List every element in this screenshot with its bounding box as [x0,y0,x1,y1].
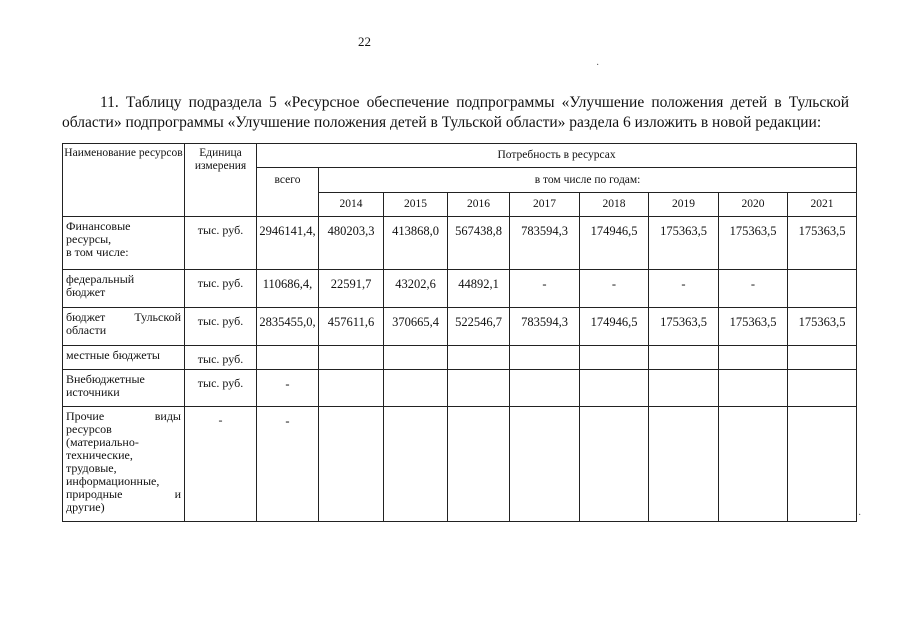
year-value-cell: 783594,3 [510,217,580,270]
year-value-cell: 480203,3 [319,217,384,270]
year-value-cell [510,407,580,522]
year-value-cell: 175363,5 [788,217,857,270]
header-year: 2014 [319,193,384,217]
year-value-cell [448,407,510,522]
year-value-cell [788,346,857,370]
resource-name-line: области [66,323,107,337]
total-cell: 2835455,0, [257,308,319,346]
header-need: Потребность в ресурсах [257,144,857,168]
year-value-cell [788,370,857,407]
resource-name-line: Внебюджетные [66,372,145,386]
year-value-cell: - [649,270,719,308]
year-value-cell: - [719,270,788,308]
resource-name-line: источники [66,385,120,399]
resource-name-line: бюджет [66,285,106,299]
resource-name-line: местные бюджеты [66,348,160,362]
year-value-cell [719,346,788,370]
scan-speck: · [596,60,600,71]
year-value-cell [510,346,580,370]
year-value-cell [384,346,448,370]
year-value-cell [319,346,384,370]
table-row [63,370,857,407]
year-value-cell [719,370,788,407]
table-row [63,270,857,308]
resource-name-line: Прочие виды [66,409,181,423]
table-row [63,217,857,270]
header-by-years: в том числе по годам: [319,168,857,193]
resource-name-line: в том числе: [66,245,129,259]
header-total: всего [257,168,319,217]
resource-name-line: трудовые, [66,461,117,475]
total-cell [257,346,319,370]
unit-cell: тыс. руб. [185,308,257,346]
year-value-cell: 370665,4 [384,308,448,346]
resource-name-line: ресурсы, [66,232,112,246]
total-cell: 110686,4, [257,270,319,308]
total-cell: - [257,370,319,407]
resource-name-line: информационные, [66,474,160,488]
year-value-cell: 22591,7 [319,270,384,308]
total-cell: - [257,407,319,522]
year-value-cell: 175363,5 [719,308,788,346]
year-value-cell [319,407,384,522]
resource-name-cell [63,407,185,522]
resource-name-line: (материально- [66,435,139,449]
header-unit: Единица измерения [185,144,257,217]
year-value-cell [319,370,384,407]
unit-cell: - [185,407,257,522]
year-value-cell: 783594,3 [510,308,580,346]
header-year: 2020 [719,193,788,217]
year-value-cell: 567438,8 [448,217,510,270]
year-value-cell [580,370,649,407]
resource-name-line: Финансовые [66,219,131,233]
resource-name-line: технические, [66,448,133,462]
year-value-cell: 174946,5 [580,308,649,346]
year-value-cell: 174946,5 [580,217,649,270]
table-row [63,346,857,370]
table-row [63,308,857,346]
resource-table [62,143,857,522]
year-value-cell [448,370,510,407]
year-value-cell [719,407,788,522]
year-value-cell [448,346,510,370]
header-year: 2017 [510,193,580,217]
resource-name-cell [63,308,185,346]
resource-name-cell [63,346,185,370]
year-value-cell [580,346,649,370]
year-value-cell: 43202,6 [384,270,448,308]
year-value-cell [649,370,719,407]
year-value-cell: 522546,7 [448,308,510,346]
unit-cell: тыс. руб. [185,217,257,270]
header-resource-name: Наименование ресурсов [63,144,185,217]
resource-name-line: бюджет Тульской [66,310,181,324]
year-value-cell [580,407,649,522]
resource-name-line: другие) [66,500,105,514]
year-value-cell [510,370,580,407]
header-year: 2019 [649,193,719,217]
year-value-cell: - [510,270,580,308]
year-value-cell: 44892,1 [448,270,510,308]
resource-name-cell [63,370,185,407]
year-value-cell: 175363,5 [649,308,719,346]
table-row [63,407,857,522]
instruction-paragraph: 11. Таблицу подраздела 5 «Ресурсное обеспечение подпрограммы «Улучшение положения детей в Тульской области» подпрограммы «Улучшение положения детей в Тульской области» раздела 6 изложить в новой редакции: [62,94,849,131]
resource-name-line: федеральный [66,272,135,286]
year-value-cell: 457611,6 [319,308,384,346]
year-value-cell [788,270,857,308]
header-year: 2015 [384,193,448,217]
scan-speck: · [858,510,862,521]
unit-cell: тыс. руб. [185,270,257,308]
year-value-cell: - [580,270,649,308]
year-value-cell [788,407,857,522]
header-year: 2021 [788,193,857,217]
year-value-cell: 175363,5 [719,217,788,270]
unit-cell: тыс. руб. [185,370,257,407]
total-cell: 2946141,4, [257,217,319,270]
page-number: 22 [358,34,371,49]
year-value-cell [649,346,719,370]
header-year: 2016 [448,193,510,217]
year-value-cell [649,407,719,522]
year-value-cell [384,407,448,522]
year-value-cell: 175363,5 [788,308,857,346]
resource-name-line: ресурсов [66,422,112,436]
resource-name-cell [63,217,185,270]
unit-cell: тыс. руб. [185,346,257,370]
resource-name-line: природные и [66,487,181,501]
resource-name-cell [63,270,185,308]
header-year: 2018 [580,193,649,217]
year-value-cell: 413868,0 [384,217,448,270]
year-value-cell: 175363,5 [649,217,719,270]
year-value-cell [384,370,448,407]
